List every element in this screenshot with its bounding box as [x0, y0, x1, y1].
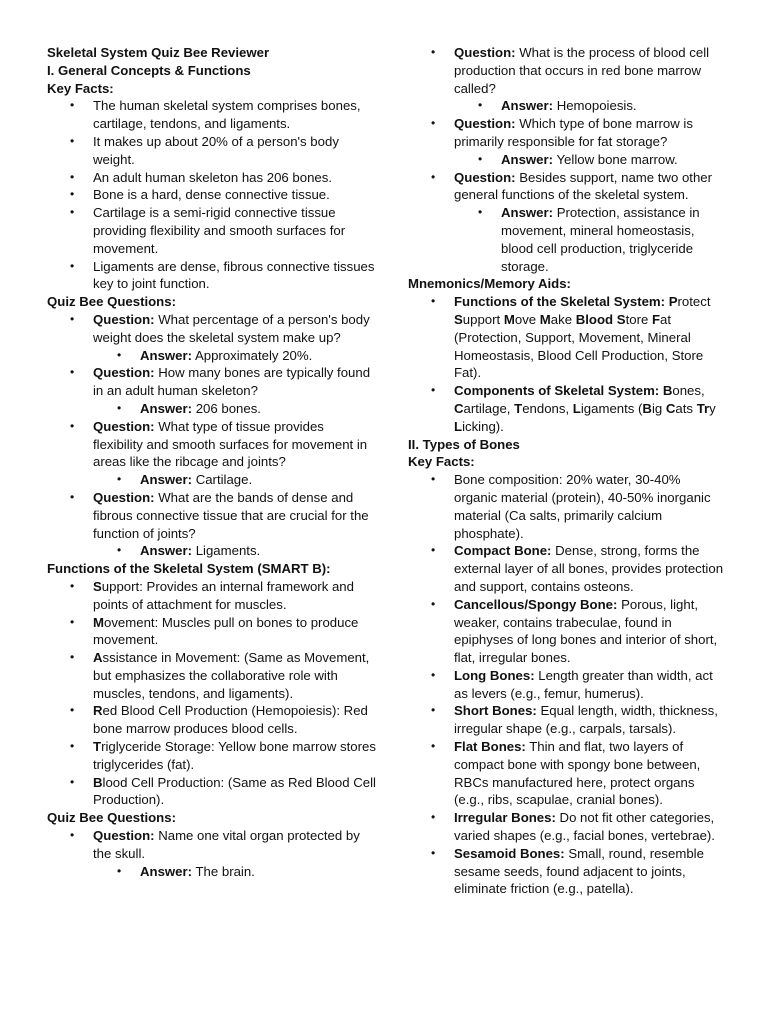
mnemonic-letter: P	[668, 294, 678, 310]
question-text: Which type of bone marrow is primarily responsible for fat storage?	[454, 116, 693, 149]
question-label: Question:	[93, 365, 155, 381]
list-item	[47, 614, 377, 650]
answer-item	[47, 347, 377, 365]
answer-label: Answer:	[501, 98, 554, 114]
answer-item	[47, 542, 377, 560]
list-item: • Bone composition: 20% water, 30-40% organic material (protein), 40-50% inorganic material (Ca salts, primarily calcium phosphate).	[408, 471, 726, 542]
list-item	[408, 738, 726, 809]
list-item	[408, 667, 726, 703]
list-item	[408, 542, 726, 595]
list-item-text: upport: Provides an internal framework and points of attachment for muscles.	[93, 578, 354, 612]
acronym-letter: S	[93, 578, 102, 594]
question-item	[47, 418, 377, 471]
answer-label: Answer:	[140, 472, 193, 488]
list-item: • The human skeletal system comprises bones, cartilage, tendons, and ligaments.	[47, 97, 377, 133]
mnemonic-letter: C	[665, 400, 676, 416]
mnemonic-letter: S	[616, 311, 626, 327]
mnemonic-rest: at	[660, 311, 672, 327]
mnemonic-letter: C	[454, 400, 464, 416]
question-label: Question:	[454, 169, 516, 185]
mnemonic-rest: ones,	[672, 383, 705, 399]
question-text: How many bones are typically found in an adult human skeleton?	[93, 365, 371, 399]
list-item	[47, 649, 377, 702]
answer-text: Cartilage.	[195, 472, 253, 488]
answer-text: The brain.	[195, 863, 255, 879]
mnemonic-letter: Bloo	[575, 311, 606, 327]
mnemonic-letter: M	[503, 311, 515, 327]
acronym-letter: R	[93, 703, 103, 719]
acronym-letter: A	[93, 650, 103, 666]
answer-item	[47, 471, 377, 489]
left-column	[47, 44, 377, 880]
answer-item	[408, 151, 726, 169]
mnemonic-letter: Tr	[696, 400, 710, 416]
list-item	[408, 596, 726, 667]
smart-b-list	[47, 578, 377, 809]
mnemonic-rest: tore	[625, 311, 652, 327]
list-item: • An adult human skeleton has 206 bones.	[47, 169, 377, 187]
bone-type-label: Compact Bone:	[454, 543, 552, 559]
mnemonic-letter: d	[605, 311, 614, 327]
list-item-text: lood Cell Production: (Same as Red Blood Cell Production).	[93, 774, 376, 808]
question-label: Question:	[454, 116, 516, 132]
mnemonic-rest: upport	[462, 311, 504, 327]
mnemonic-letter: L	[572, 400, 581, 416]
mnemonic-rest: y	[709, 400, 716, 416]
list-item: • It makes up about 20% of a person's body weight.	[47, 133, 377, 169]
mnemonics-list	[408, 293, 726, 435]
mnemonic-rest: icking).	[462, 418, 504, 434]
smart-b-heading: Functions of the Skeletal System (SMART B):	[47, 561, 331, 577]
section-heading-types: II. Types of Bones	[408, 436, 520, 452]
list-item	[47, 578, 377, 614]
key-facts-heading-2: Key Facts:	[408, 454, 475, 470]
bone-type-text: Thin and flat, two layers of compact bone with spongy bone between, RBCs manufactured here, protect organs (e.g., ribs, scapulae, cranial bones).	[454, 739, 701, 808]
list-item-text: ed Blood Cell Production (Hemopoiesis): Red bone marrow produces blood cells.	[93, 703, 368, 737]
list-item-text: ssistance in Movement: (Same as Movement, but emphasizes the collaborative role with muscles, tendons, and ligaments).	[93, 650, 370, 701]
bone-type-label: Sesamoid Bones:	[454, 845, 565, 861]
bone-type-text: Length greater than width, act as levers (e.g., femur, humerus).	[454, 667, 713, 701]
question-text: What are the bands of dense and fibrous connective tissue that are crucial for the function of joints?	[93, 489, 369, 541]
mnemonic-letter: F	[651, 311, 661, 327]
mnemonic-rest: ats	[675, 400, 697, 416]
list-item	[47, 738, 377, 774]
list-item	[408, 702, 726, 738]
mnemonics-heading: Mnemonics/Memory Aids:	[408, 276, 571, 292]
answer-label: Answer:	[140, 400, 193, 416]
list-item	[47, 702, 377, 738]
quiz-heading-2: Quiz Bee Questions:	[47, 810, 176, 826]
document-title: Skeletal System Quiz Bee Reviewer	[47, 45, 270, 60]
key-facts-heading: Key Facts:	[47, 80, 114, 96]
question-item	[408, 44, 726, 97]
answer-text: Protection, assistance in movement, mineral homeostasis, blood cell production, triglyceride storage.	[501, 205, 700, 274]
mnemonic-explanation: (Protection, Support, Movement, Mineral Homeostasis, Blood Cell Production, Store Fat).	[454, 329, 704, 381]
mnemonic-components	[408, 382, 726, 435]
bone-type-label: Short Bones:	[454, 703, 537, 719]
answer-label: Answer:	[140, 347, 193, 363]
question-label: Question:	[93, 828, 155, 844]
acronym-letter: M	[93, 614, 104, 630]
quiz-list-continued	[408, 44, 726, 275]
question-item	[47, 364, 377, 400]
mnemonic-letter: T	[514, 400, 523, 416]
question-text: What is the process of blood cell production that occurs in red bone marrow called?	[454, 45, 710, 96]
mnemonic-letter: B	[662, 383, 673, 399]
answer-text: Ligaments.	[195, 543, 261, 559]
bone-type-text: Porous, light, weaker, contains trabeculae, found in epiphyses of long bones and interior of short, flat, irregular bones.	[454, 596, 718, 666]
question-item	[47, 489, 377, 542]
mnemonic-label: Components of Skeletal System:	[454, 383, 660, 399]
question-item	[47, 311, 377, 347]
question-label: Question:	[93, 489, 155, 505]
answer-text: 206 bones.	[195, 400, 261, 416]
list-item-text: riglyceride Storage: Yellow bone marrow stores triglycerides (fat).	[93, 739, 376, 772]
mnemonic-rest: ake	[550, 311, 576, 327]
question-item	[408, 115, 726, 151]
key-facts-list	[47, 97, 377, 293]
bone-type-label: Cancellous/Spongy Bone:	[454, 596, 618, 612]
list-item: • Bone is a hard, dense connective tissue.	[47, 186, 377, 204]
mnemonic-rest: ove	[514, 311, 540, 327]
answer-label: Answer:	[140, 863, 193, 879]
bone-type-label: Long Bones:	[454, 667, 535, 683]
answer-text: Approximately 20%.	[194, 347, 313, 363]
answer-text: Hemopoiesis.	[556, 98, 637, 114]
bone-type-label: Flat Bones:	[454, 739, 526, 755]
bone-types-list	[408, 471, 726, 898]
answer-label: Answer:	[501, 205, 554, 221]
answer-text: Yellow bone marrow.	[556, 151, 678, 167]
mnemonic-rest: ig	[651, 400, 666, 416]
question-item	[47, 827, 377, 863]
mnemonic-letter: B	[642, 400, 652, 416]
answer-label: Answer:	[140, 543, 193, 559]
list-item: • Ligaments are dense, fibrous connective tissues key to joint function.	[47, 258, 377, 294]
question-item	[408, 169, 726, 205]
answer-item	[408, 97, 726, 115]
bone-type-text: Do not fit other categories, varied shapes (e.g., facial bones, vertebrae).	[454, 810, 715, 844]
question-text: What percentage of a person's body weight does the skeletal system make up?	[93, 311, 370, 345]
bone-type-text: Dense, strong, forms the external layer of all bones, provides protection and support, contains osteons.	[454, 543, 724, 594]
mnemonic-label: Functions of the Skeletal System:	[454, 294, 666, 310]
section-heading-general: I. General Concepts & Functions	[47, 62, 251, 78]
question-text: Name one vital organ protected by the skull.	[93, 828, 360, 861]
quiz-list	[47, 311, 377, 560]
bone-type-label: Irregular Bones:	[454, 810, 556, 826]
acronym-letter: T	[93, 739, 102, 755]
question-label: Question:	[93, 311, 155, 327]
answer-item	[47, 400, 377, 418]
mnemonic-rest: artilage,	[463, 400, 515, 416]
mnemonic-rest: endons,	[522, 400, 573, 416]
mnemonic-functions	[408, 293, 726, 382]
question-label: Question:	[93, 418, 155, 434]
mnemonic-rest: ents (	[609, 400, 643, 416]
mnemonic-letter: L	[454, 418, 463, 434]
list-item-text: ovement: Muscles pull on bones to produce movement.	[93, 614, 359, 648]
answer-label: Answer:	[501, 151, 554, 167]
mnemonic-letter: M	[539, 311, 551, 327]
question-label: Question:	[454, 45, 516, 60]
question-text: Besides support, name two other general functions of the skeletal system.	[454, 169, 713, 203]
mnemonic-rest: igam	[580, 400, 610, 416]
quiz-heading: Quiz Bee Questions:	[47, 294, 176, 310]
mnemonic-letter: S	[454, 311, 463, 327]
list-item	[408, 809, 726, 845]
list-item: • Cartilage is a semi-rigid connective tissue providing flexibility and smooth surfaces for movement.	[47, 204, 377, 257]
acronym-letter: B	[93, 774, 103, 790]
right-column	[408, 44, 726, 898]
bone-type-text: Equal length, width, thickness, irregular shape (e.g., carpals, tarsals).	[454, 703, 718, 737]
answer-item	[408, 204, 726, 275]
list-item	[47, 774, 377, 810]
quiz-list-2	[47, 827, 377, 880]
answer-item	[47, 863, 377, 881]
question-text: What type of tissue provides flexibility and smooth surfaces for movement in areas like the ribcage and joints?	[93, 418, 368, 470]
mnemonic-rest: rotect	[677, 294, 711, 310]
list-item	[408, 845, 726, 898]
bone-type-text: Small, round, resemble sesame seeds, found adjacent to joints, eliminate friction (e.g., patella).	[454, 845, 704, 897]
